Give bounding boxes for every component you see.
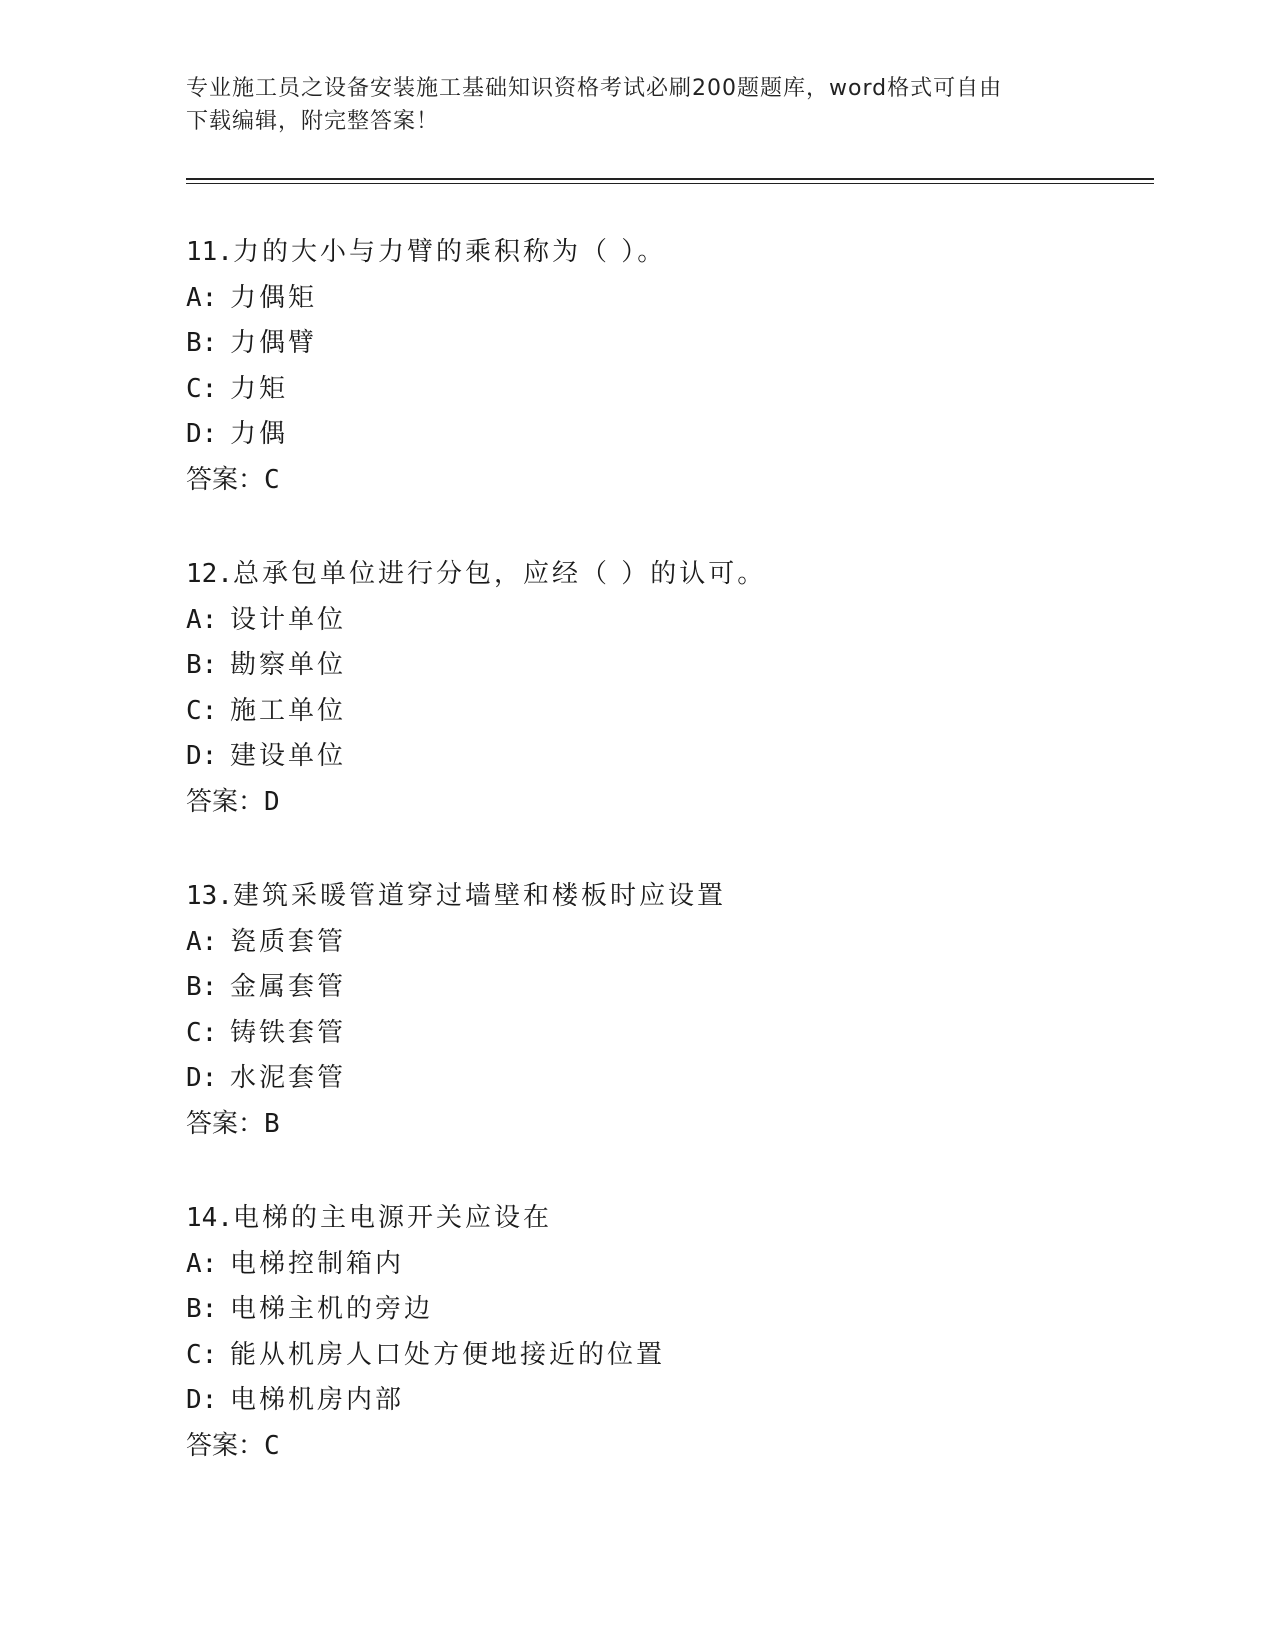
question-text: 建筑采暖管道穿过墙壁和楼板时应设置 xyxy=(232,881,726,911)
option-a xyxy=(186,920,1146,966)
option-key: D: xyxy=(186,1063,218,1093)
option-d xyxy=(186,1378,1146,1424)
option-text: 力偶 xyxy=(230,419,289,449)
answer-line xyxy=(186,458,1146,504)
answer-line xyxy=(186,1102,1146,1148)
option-text: 瓷质套管 xyxy=(230,926,347,957)
option-text: 电梯主机的旁边 xyxy=(230,1294,434,1324)
option-text: 金属套管 xyxy=(230,972,347,1002)
question-number: 11. xyxy=(186,237,233,267)
option-key: B: xyxy=(186,328,218,358)
option-b xyxy=(186,321,1146,367)
answer-label: 答案： xyxy=(186,1430,265,1461)
option-key: C: xyxy=(186,1017,218,1048)
option-b xyxy=(186,643,1146,689)
option-key: D: xyxy=(186,419,218,449)
document-header xyxy=(186,72,1066,138)
answer-value: C xyxy=(264,1430,280,1461)
question-text: 电梯的主电源开关应设在 xyxy=(232,1203,552,1233)
question-text: 总承包单位进行分包，应经（ ）的认可。 xyxy=(232,559,767,589)
answer-label: 答案： xyxy=(186,786,265,817)
option-text: 设计单位 xyxy=(230,604,347,635)
question-text: 力的大小与力臂的乘积称为（ ）。 xyxy=(232,237,667,267)
answer-value: D xyxy=(264,786,280,817)
option-d xyxy=(186,1056,1146,1102)
answer-value: B xyxy=(264,1108,280,1139)
question-stem xyxy=(186,230,1146,276)
option-key: D: xyxy=(186,1385,218,1415)
option-key: B: xyxy=(186,1294,218,1324)
option-text: 施工单位 xyxy=(230,695,347,726)
answer-value: C xyxy=(264,464,280,495)
question-14 xyxy=(186,1196,1146,1469)
option-a xyxy=(186,598,1146,644)
option-key: B: xyxy=(186,972,218,1002)
option-text: 力矩 xyxy=(230,373,289,404)
answer-line xyxy=(186,780,1146,826)
question-12 xyxy=(186,552,1146,825)
question-number: 12. xyxy=(186,559,233,589)
option-key: B: xyxy=(186,650,218,680)
question-stem xyxy=(186,874,1146,920)
option-text: 电梯控制箱内 xyxy=(230,1248,405,1279)
option-c xyxy=(186,689,1146,735)
option-a xyxy=(186,1242,1146,1288)
answer-label: 答案： xyxy=(186,1108,265,1139)
header-line-2: 下载编辑，附完整答案！ xyxy=(186,109,440,134)
header-divider-thin xyxy=(186,183,1154,184)
option-text: 力偶矩 xyxy=(230,282,318,313)
option-key: A: xyxy=(186,926,218,957)
question-stem xyxy=(186,552,1146,598)
option-text: 力偶臂 xyxy=(230,328,318,358)
header-line-1: 专业施工员之设备安装施工基础知识资格考试必刷200题题库，word格式可自由 xyxy=(186,76,1003,101)
question-list xyxy=(186,230,1146,1518)
option-key: A: xyxy=(186,282,218,313)
option-text: 水泥套管 xyxy=(230,1063,347,1093)
option-c xyxy=(186,367,1146,413)
question-13 xyxy=(186,874,1146,1147)
answer-line xyxy=(186,1424,1146,1470)
option-text: 勘察单位 xyxy=(230,650,347,680)
option-key: A: xyxy=(186,1248,218,1279)
option-c xyxy=(186,1011,1146,1057)
option-c xyxy=(186,1333,1146,1379)
option-text: 能从机房人口处方便地接近的位置 xyxy=(230,1339,666,1370)
option-key: C: xyxy=(186,695,218,726)
answer-label: 答案： xyxy=(186,464,265,495)
question-11 xyxy=(186,230,1146,503)
option-text: 电梯机房内部 xyxy=(230,1385,405,1415)
option-key: C: xyxy=(186,1339,218,1370)
option-key: D: xyxy=(186,741,218,771)
question-number: 14. xyxy=(186,1203,233,1233)
option-b xyxy=(186,1287,1146,1333)
option-key: C: xyxy=(186,373,218,404)
question-stem xyxy=(186,1196,1146,1242)
option-key: A: xyxy=(186,604,218,635)
question-number: 13. xyxy=(186,881,233,911)
header-divider-thick xyxy=(186,178,1154,180)
option-a xyxy=(186,276,1146,322)
option-d xyxy=(186,412,1146,458)
option-text: 铸铁套管 xyxy=(230,1017,347,1048)
option-b xyxy=(186,965,1146,1011)
option-text: 建设单位 xyxy=(230,741,347,771)
option-d xyxy=(186,734,1146,780)
